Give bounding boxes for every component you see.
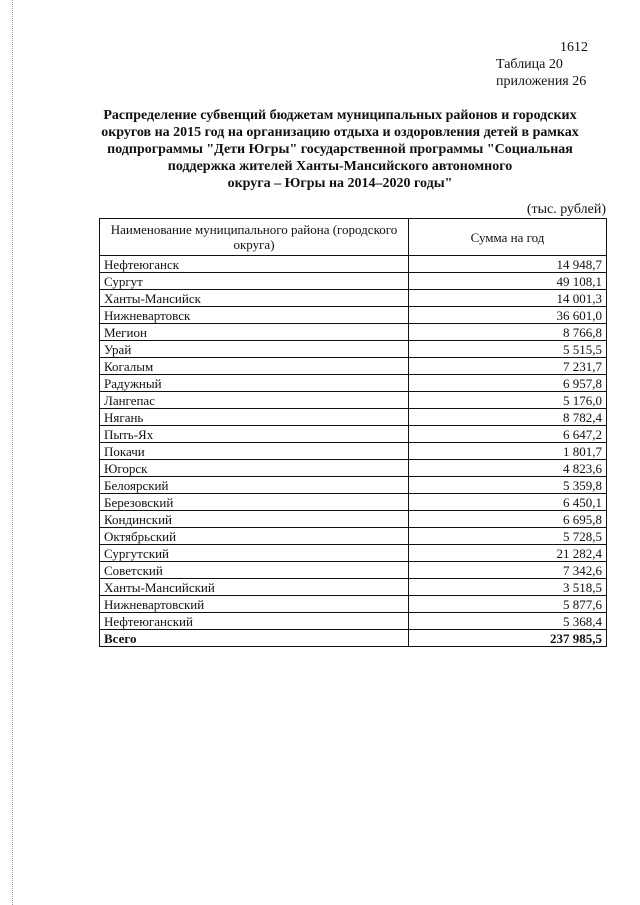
row-municipality-name: Когалым <box>100 358 409 375</box>
row-municipality-name: Сургутский <box>100 545 409 562</box>
row-annual-sum: 7 231,7 <box>409 358 607 375</box>
table-row <box>100 307 607 324</box>
row-municipality-name: Нижневартовский <box>100 596 409 613</box>
row-annual-sum: 5 515,5 <box>409 341 607 358</box>
row-municipality-name: Ханты-Мансийский <box>100 579 409 596</box>
table-row <box>100 341 607 358</box>
row-annual-sum: 4 823,6 <box>409 460 607 477</box>
row-municipality-name: Нефтеюганский <box>100 613 409 630</box>
table-row <box>100 477 607 494</box>
row-annual-sum: 14 948,7 <box>409 256 607 273</box>
table-row <box>100 545 607 562</box>
row-annual-sum: 5 728,5 <box>409 528 607 545</box>
row-municipality-name: Югорск <box>100 460 409 477</box>
row-municipality-name: Урай <box>100 341 409 358</box>
row-municipality-name: Нижневартовск <box>100 307 409 324</box>
table-row <box>100 443 607 460</box>
title-line-4: поддержка жителей Ханты-Мансийского автономного <box>167 159 513 174</box>
row-annual-sum: 5 359,8 <box>409 477 607 494</box>
row-annual-sum: 6 957,8 <box>409 375 607 392</box>
row-annual-sum: 49 108,1 <box>409 273 607 290</box>
table-row <box>100 511 607 528</box>
row-annual-sum: 6 647,2 <box>409 426 607 443</box>
table-row <box>100 460 607 477</box>
row-municipality-name: Радужный <box>100 375 409 392</box>
table-row <box>100 494 607 511</box>
row-municipality-name: Пыть-Ях <box>100 426 409 443</box>
table-body <box>100 256 607 647</box>
title-line-2: округов на 2015 год на организацию отдыха и оздоровления детей в рамках <box>101 125 579 140</box>
row-annual-sum: 36 601,0 <box>409 307 607 324</box>
row-municipality-name: Лангепас <box>100 392 409 409</box>
row-annual-sum: 8 782,4 <box>409 409 607 426</box>
column-header-sum: Сумма на год <box>409 219 607 256</box>
row-annual-sum: 5 877,6 <box>409 596 607 613</box>
table-label: Таблица 20 <box>496 57 563 72</box>
table-header-row <box>100 219 607 256</box>
page-number: 1612 <box>560 40 588 55</box>
row-municipality-name: Мегион <box>100 324 409 341</box>
row-municipality-name: Покачи <box>100 443 409 460</box>
row-municipality-name: Белоярский <box>100 477 409 494</box>
document-title <box>80 107 600 192</box>
row-municipality-name: Ханты-Мансийск <box>100 290 409 307</box>
table-row <box>100 358 607 375</box>
table-row <box>100 290 607 307</box>
title-line-3: подпрограммы "Дети Югры" государственной программы "Социальная <box>107 142 573 157</box>
row-annual-sum: 21 282,4 <box>409 545 607 562</box>
row-annual-sum: 3 518,5 <box>409 579 607 596</box>
table-row <box>100 596 607 613</box>
table-row <box>100 528 607 545</box>
total-sum: 237 985,5 <box>409 630 607 647</box>
table-row <box>100 375 607 392</box>
binding-margin-line <box>12 0 14 905</box>
annex-reference <box>496 56 606 90</box>
row-annual-sum: 5 176,0 <box>409 392 607 409</box>
row-annual-sum: 1 801,7 <box>409 443 607 460</box>
row-annual-sum: 6 695,8 <box>409 511 607 528</box>
unit-note: (тыс. рублей) <box>526 202 606 217</box>
row-municipality-name: Нягань <box>100 409 409 426</box>
table-row <box>100 256 607 273</box>
total-row <box>100 630 607 647</box>
table-row <box>100 613 607 630</box>
row-municipality-name: Октябрьский <box>100 528 409 545</box>
row-municipality-name: Кондинский <box>100 511 409 528</box>
table-row <box>100 426 607 443</box>
row-annual-sum: 14 001,3 <box>409 290 607 307</box>
annex-label: приложения 26 <box>496 74 587 89</box>
row-annual-sum: 7 342,6 <box>409 562 607 579</box>
table-row <box>100 562 607 579</box>
table-row <box>100 324 607 341</box>
column-header-name: Наименование муниципального района (городского округа) <box>100 219 409 256</box>
title-line-1: Распределение субвенций бюджетам муниципальных районов и городских <box>103 108 577 123</box>
title-line-5: округа – Югры на 2014–2020 годы" <box>227 176 453 191</box>
row-annual-sum: 5 368,4 <box>409 613 607 630</box>
row-municipality-name: Березовский <box>100 494 409 511</box>
row-municipality-name: Советский <box>100 562 409 579</box>
table-row <box>100 409 607 426</box>
subvention-table <box>99 218 607 647</box>
table-row <box>100 579 607 596</box>
table-row <box>100 392 607 409</box>
table-row <box>100 273 607 290</box>
row-municipality-name: Нефтеюганск <box>100 256 409 273</box>
row-annual-sum: 8 766,8 <box>409 324 607 341</box>
total-label: Всего <box>100 630 409 647</box>
row-annual-sum: 6 450,1 <box>409 494 607 511</box>
row-municipality-name: Сургут <box>100 273 409 290</box>
